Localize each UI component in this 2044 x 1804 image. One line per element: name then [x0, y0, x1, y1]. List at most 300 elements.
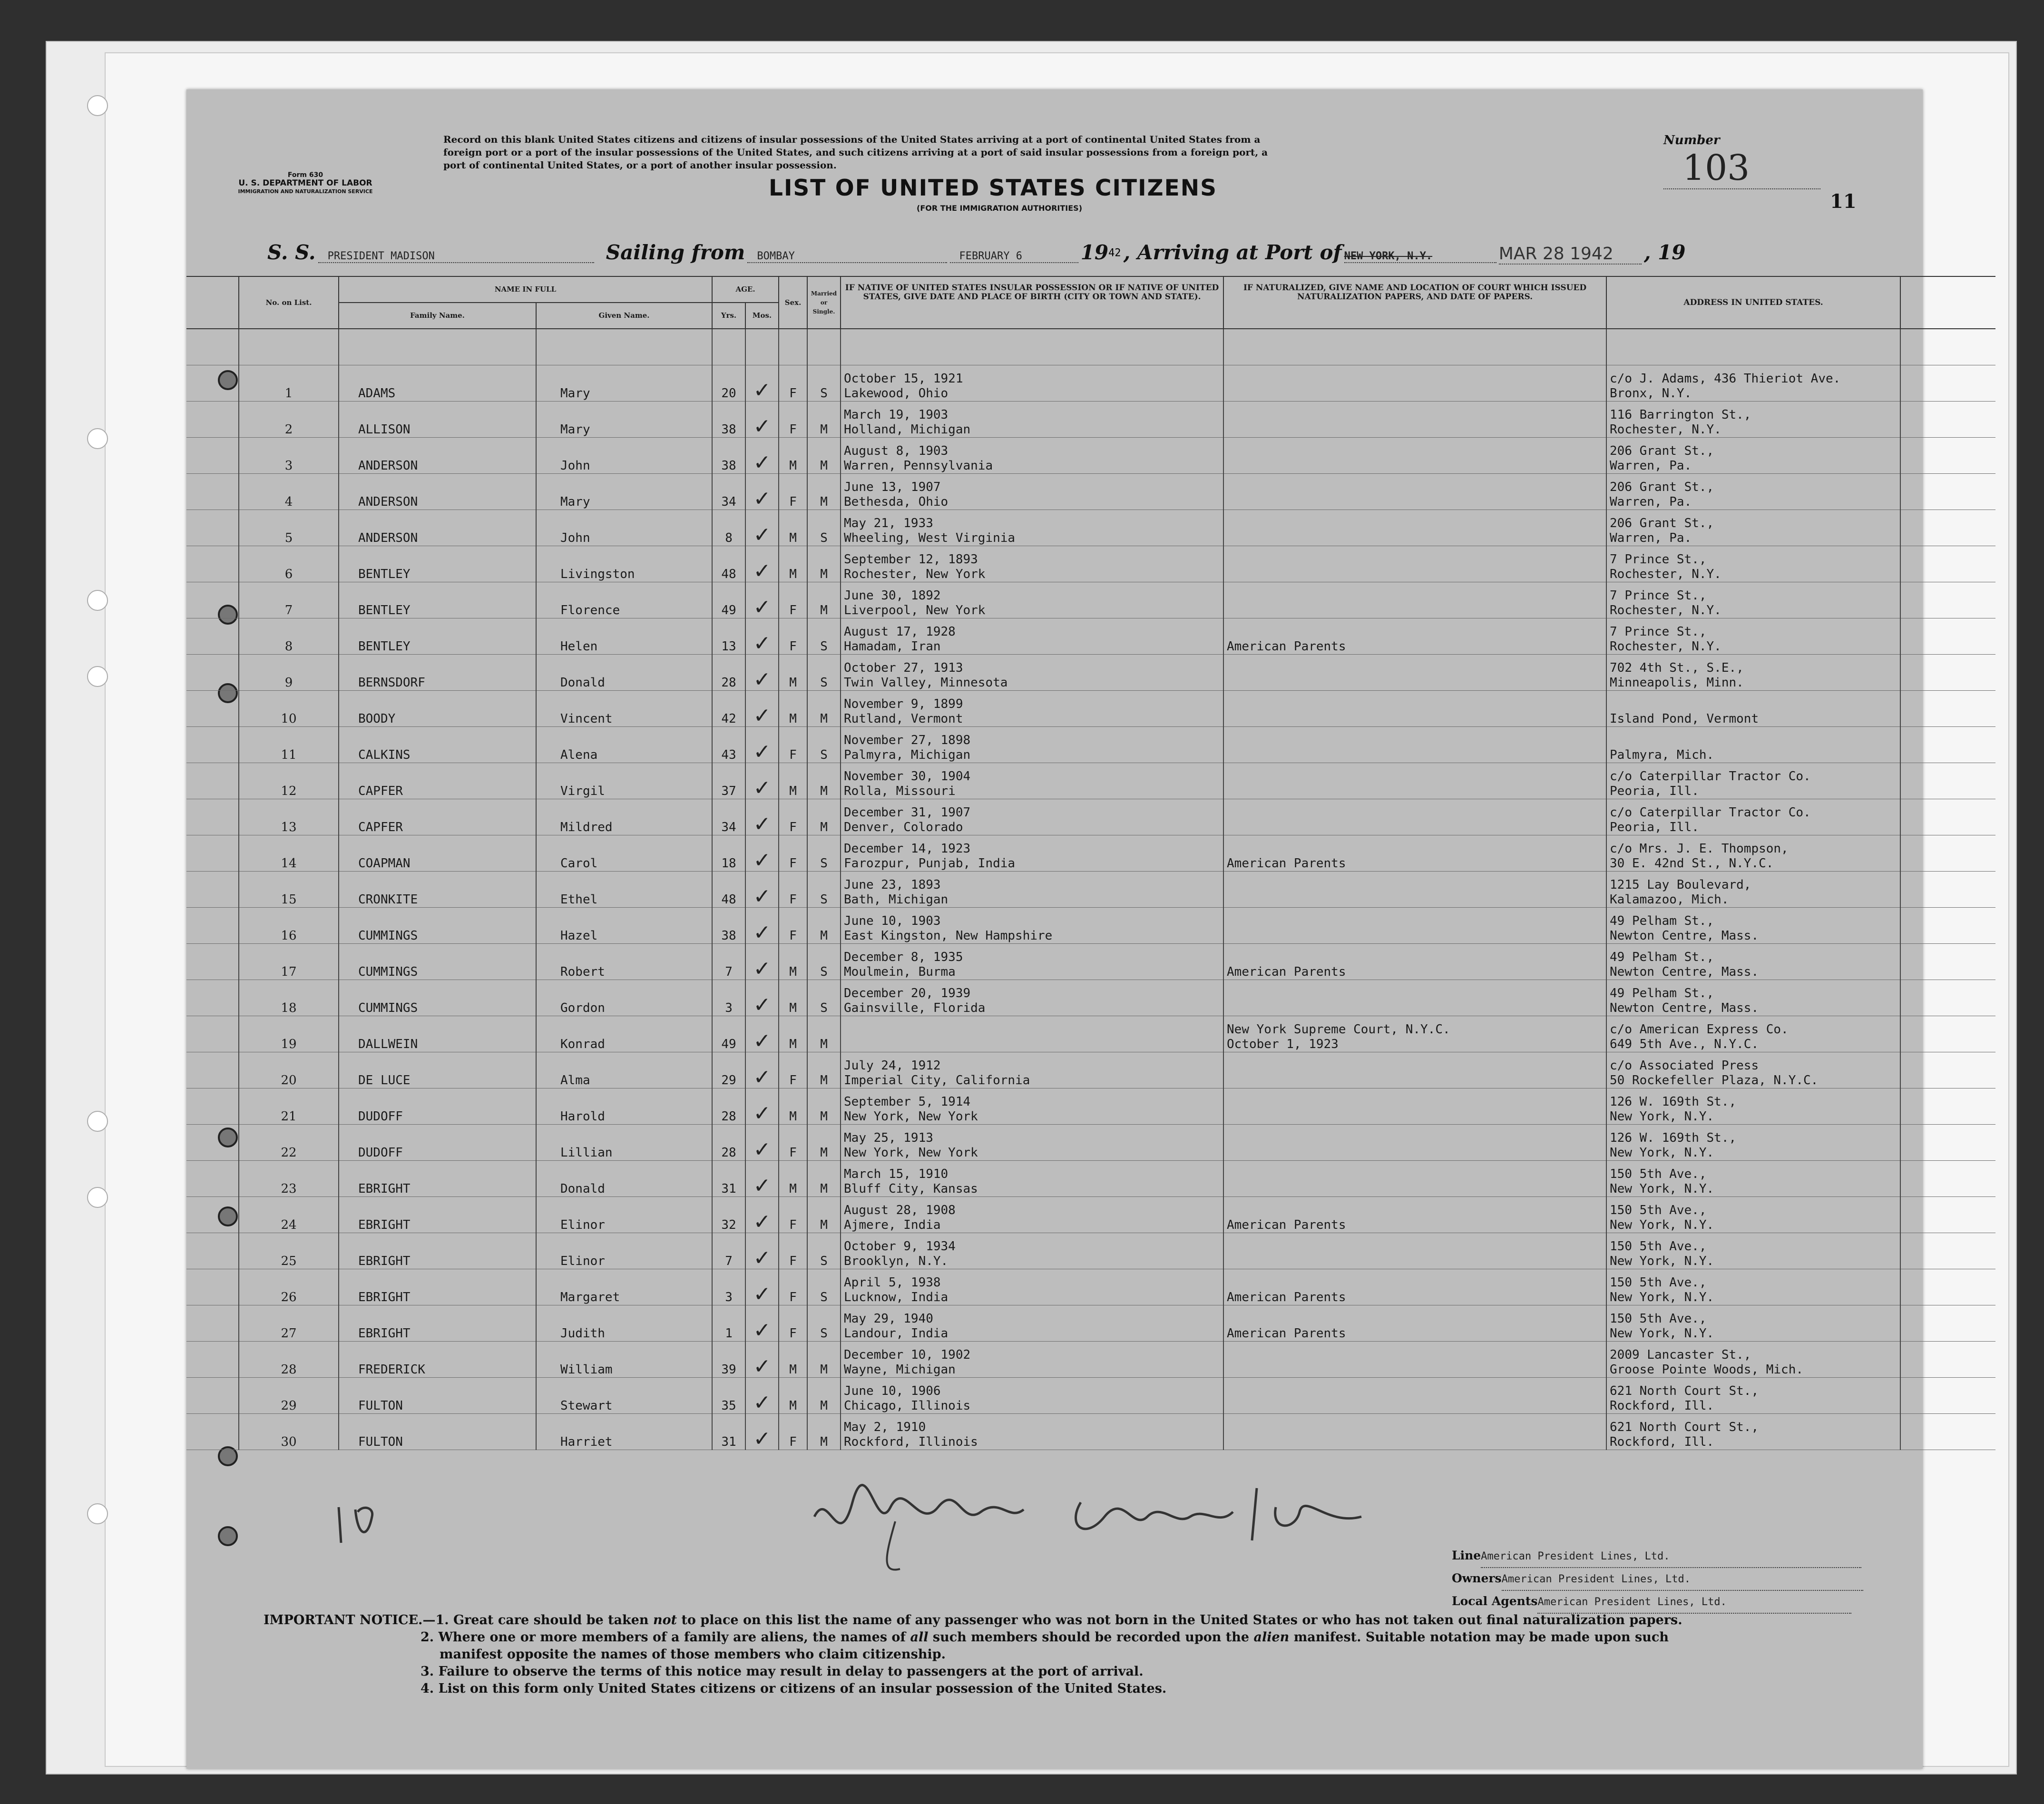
header-age: AGE.: [712, 276, 779, 303]
age-years: 32: [712, 1197, 745, 1233]
naturalization-info: [1223, 510, 1606, 546]
sex: M: [779, 438, 807, 474]
row-number: 11: [239, 727, 339, 763]
age-years: 49: [712, 582, 745, 618]
address-info-line: 702 4th St., S.E.,: [1610, 661, 1744, 675]
number-label: Number: [1663, 133, 1720, 147]
naturalization-info: [1223, 438, 1606, 474]
age-years: 43: [712, 727, 745, 763]
notice-item-2-post: manifest. Suitable notation may be made upon such: [1289, 1630, 1669, 1645]
given-name: Elinor: [536, 1197, 712, 1233]
address-info-line: 50 Rockefeller Plaza, N.Y.C.: [1610, 1073, 1819, 1088]
birth-info-line: Wheeling, West Virginia: [844, 531, 1016, 545]
sex: M: [779, 1088, 807, 1125]
birth-info-line: November 30, 1904: [844, 769, 971, 784]
blank-cell: [1900, 872, 1995, 908]
address-info-line: Island Pond, Vermont: [1610, 712, 1759, 726]
naturalization-info-line: American Parents: [1227, 965, 1346, 979]
voyage-line: [267, 241, 1866, 265]
marital-status: M: [807, 1414, 841, 1450]
margin-cell: [186, 980, 239, 1016]
naturalization-info-line: American Parents: [1227, 1290, 1346, 1304]
marital-status: S: [807, 872, 841, 908]
marital-status: S: [807, 944, 841, 980]
check-mark-icon: ✓: [753, 704, 771, 727]
address-info: [1606, 1016, 1900, 1052]
row-number: 15: [239, 872, 339, 908]
owners-label: Owners: [1452, 1571, 1502, 1585]
address-info-line: Peoria, Ill.: [1610, 820, 1699, 834]
row-number: 27: [239, 1305, 339, 1342]
age-years: 34: [712, 799, 745, 835]
given-name: Konrad: [536, 1016, 712, 1052]
table-row: [186, 474, 1995, 510]
header-margin: [186, 276, 239, 329]
birth-info: [841, 1269, 1223, 1305]
check-mark-icon: ✓: [753, 631, 771, 655]
birth-info-line: Palmyra, Michigan: [844, 748, 971, 762]
line-value: American President Lines, Ltd.: [1481, 1546, 1861, 1568]
blank-cell: [1900, 727, 1995, 763]
birth-info-line: June 13, 1907: [844, 480, 941, 494]
margin-cell: [186, 944, 239, 980]
family-name: EBRIGHT: [339, 1305, 536, 1342]
address-info: [1606, 980, 1900, 1016]
check-mark-icon: ✓: [753, 1174, 771, 1197]
list-number: [1663, 133, 1873, 189]
family-name: CAPFER: [339, 799, 536, 835]
blank-cell: [1900, 1342, 1995, 1378]
naturalization-info: [1223, 727, 1606, 763]
birth-info: [841, 655, 1223, 691]
table-row: [186, 1269, 1995, 1305]
address-info-line: 150 5th Ave.,: [1610, 1312, 1707, 1326]
agents-value: American President Lines, Ltd.: [1537, 1592, 1851, 1614]
notice-item-2-mid: such members should be recorded upon the: [928, 1630, 1254, 1645]
marital-status: M: [807, 546, 841, 582]
important-notice: [264, 1612, 1909, 1697]
form-id-block: [234, 171, 377, 196]
row-number: 13: [239, 799, 339, 835]
notice-item-2-all: all: [910, 1630, 929, 1645]
arrival-date-stamp: MAR 28 1942: [1499, 244, 1642, 265]
departure-date: FEBRUARY 6: [950, 250, 1078, 263]
marital-status: M: [807, 402, 841, 438]
marital-status: S: [807, 835, 841, 872]
table-row: [186, 872, 1995, 908]
address-info-line: 150 5th Ave.,: [1610, 1275, 1707, 1290]
address-info: [1606, 1233, 1900, 1269]
birth-info-line: May 2, 1910: [844, 1420, 926, 1434]
address-info-line: c/o Mrs. J. E. Thompson,: [1610, 842, 1789, 856]
age-years: 3: [712, 1269, 745, 1305]
owners-row: [1452, 1568, 1880, 1591]
table-row: [186, 1305, 1995, 1342]
birth-info-line: Rutland, Vermont: [844, 712, 963, 726]
binder-hole: [87, 590, 108, 611]
address-info: [1606, 1197, 1900, 1233]
notice-item-2: [264, 1629, 1909, 1646]
birth-info-line: Bath, Michigan: [844, 892, 949, 907]
sex: M: [779, 944, 807, 980]
age-years: 31: [712, 1161, 745, 1197]
family-name: BOODY: [339, 691, 536, 727]
birth-info: [841, 835, 1223, 872]
table-row: [186, 944, 1995, 980]
naturalization-info-line: American Parents: [1227, 1326, 1346, 1341]
check-mark-icon: ✓: [753, 1065, 771, 1088]
notice-item-4: 4. List on this form only United States citizens or citizens of an insular possession of the United States.: [421, 1681, 1167, 1696]
address-info-line: 49 Pelham St.,: [1610, 950, 1714, 964]
address-info-line: New York, N.Y.: [1610, 1290, 1714, 1304]
address-info: [1606, 763, 1900, 799]
margin-cell: [186, 1233, 239, 1269]
birth-info-line: May 21, 1933: [844, 516, 933, 530]
address-info-line: New York, N.Y.: [1610, 1109, 1714, 1124]
age-months: [745, 835, 779, 872]
sex: M: [779, 510, 807, 546]
departure-port: BOMBAY: [747, 250, 947, 263]
row-number: 25: [239, 1233, 339, 1269]
address-info: [1606, 1088, 1900, 1125]
notice-item-3: 3. Failure to observe the terms of this notice may result in delay to passengers at the port of arrival.: [421, 1664, 1144, 1679]
punch-hole: [218, 1526, 238, 1546]
birth-info-line: October 15, 1921: [844, 372, 963, 386]
header-sex: Sex.: [779, 276, 807, 329]
family-name: CUMMINGS: [339, 944, 536, 980]
marital-status: S: [807, 980, 841, 1016]
row-number: 2: [239, 402, 339, 438]
sex: F: [779, 835, 807, 872]
age-years: 37: [712, 763, 745, 799]
check-mark-icon: ✓: [753, 957, 771, 980]
address-info-line: 116 Barrington St.,: [1610, 408, 1751, 422]
line-info: [1452, 1545, 1880, 1614]
header-family: Family Name.: [339, 303, 536, 329]
naturalization-info: [1223, 980, 1606, 1016]
spacer-cell: [779, 329, 807, 365]
birth-info-line: Rockford, Illinois: [844, 1435, 978, 1449]
birth-info-line: June 10, 1903: [844, 914, 941, 928]
address-info: [1606, 582, 1900, 618]
notice-item-2-cont: manifest opposite the names of those members who claim citizenship.: [440, 1647, 946, 1662]
notice-item-2-pre: 2. Where one or more members of a family are aliens, the names of: [421, 1630, 910, 1645]
birth-info-line: December 31, 1907: [844, 805, 971, 820]
given-name: Harriet: [536, 1414, 712, 1450]
family-name: CRONKITE: [339, 872, 536, 908]
spacer-cell: [745, 329, 779, 365]
blank-cell: [1900, 1305, 1995, 1342]
marital-status: S: [807, 727, 841, 763]
table-row: [186, 799, 1995, 835]
birth-info: [841, 365, 1223, 402]
birth-info-line: August 28, 1908: [844, 1203, 956, 1217]
header-mos: Mos.: [745, 303, 779, 329]
blank-cell: [1900, 438, 1995, 474]
check-mark-icon: ✓: [753, 848, 771, 872]
family-name: DALLWEIN: [339, 1016, 536, 1052]
agents-row: [1452, 1591, 1880, 1614]
naturalization-info: [1223, 582, 1606, 618]
age-months: [745, 908, 779, 944]
margin-cell: [186, 1125, 239, 1161]
header-given: Given Name.: [536, 303, 712, 329]
birth-info-line: Rochester, New York: [844, 567, 986, 581]
address-info: [1606, 1052, 1900, 1088]
birth-info-line: Chicago, Illinois: [844, 1399, 971, 1413]
naturalization-info: [1223, 618, 1606, 655]
header-married: Married or Single.: [807, 276, 841, 329]
marital-status: S: [807, 655, 841, 691]
row-number: 17: [239, 944, 339, 980]
handwritten-signature: [800, 1460, 1514, 1583]
given-name: Donald: [536, 1161, 712, 1197]
margin-cell: [186, 402, 239, 438]
address-info: [1606, 1161, 1900, 1197]
family-name: BERNSDORF: [339, 655, 536, 691]
age-years: 49: [712, 1016, 745, 1052]
sex: M: [779, 691, 807, 727]
sex: M: [779, 546, 807, 582]
number-value: 103: [1663, 147, 1820, 189]
birth-info: [841, 1378, 1223, 1414]
naturalization-info: [1223, 1161, 1606, 1197]
row-number: 20: [239, 1052, 339, 1088]
given-name: Donald: [536, 655, 712, 691]
margin-cell: [186, 1161, 239, 1197]
spacer-cell: [186, 329, 239, 365]
address-info-line: 126 W. 169th St.,: [1610, 1095, 1737, 1109]
birth-info-line: October 27, 1913: [844, 661, 963, 675]
spacer-cell: [1223, 329, 1606, 365]
birth-info: [841, 474, 1223, 510]
notice-item-1-pre: —1. Great care should be taken: [422, 1613, 653, 1628]
address-info-line: Rochester, N.Y.: [1610, 603, 1721, 618]
row-number: 24: [239, 1197, 339, 1233]
address-info-line: Rochester, N.Y.: [1610, 422, 1721, 437]
sex: F: [779, 402, 807, 438]
family-name: EBRIGHT: [339, 1197, 536, 1233]
margin-cell: [186, 835, 239, 872]
birth-info-line: East Kingston, New Hampshire: [844, 929, 1053, 943]
birth-info-line: Bethesda, Ohio: [844, 495, 949, 509]
table-row: [186, 1161, 1995, 1197]
birth-info-line: March 19, 1903: [844, 408, 949, 422]
margin-cell: [186, 510, 239, 546]
birth-info-line: Wayne, Michigan: [844, 1363, 956, 1377]
check-mark-icon: ✓: [753, 812, 771, 835]
naturalization-info: [1223, 872, 1606, 908]
row-number: 5: [239, 510, 339, 546]
blank-cell: [1900, 546, 1995, 582]
record-line-3: port of continental United States, or a port of another insular possession.: [443, 159, 837, 171]
margin-cell: [186, 799, 239, 835]
sex: F: [779, 908, 807, 944]
naturalization-info-line: American Parents: [1227, 856, 1346, 871]
age-months: [745, 980, 779, 1016]
spacer-cell: [239, 329, 339, 365]
address-info: [1606, 655, 1900, 691]
marital-status: M: [807, 1125, 841, 1161]
sex: F: [779, 582, 807, 618]
age-years: 48: [712, 872, 745, 908]
birth-info-line: Rolla, Missouri: [844, 784, 956, 798]
marital-status: M: [807, 691, 841, 727]
margin-cell: [186, 365, 239, 402]
row-number: 21: [239, 1088, 339, 1125]
birth-info-line: Moulmein, Burma: [844, 965, 956, 979]
blank-cell: [1900, 944, 1995, 980]
birth-info: [841, 582, 1223, 618]
naturalization-info: [1223, 1125, 1606, 1161]
birth-info-line: June 10, 1906: [844, 1384, 941, 1398]
age-months: [745, 1305, 779, 1342]
address-info: [1606, 474, 1900, 510]
naturalization-info: [1223, 1342, 1606, 1378]
naturalization-info-line: October 1, 1923: [1227, 1037, 1339, 1051]
age-months: [745, 474, 779, 510]
address-info-line: New York, N.Y.: [1610, 1254, 1714, 1268]
address-info: [1606, 402, 1900, 438]
birth-info: [841, 618, 1223, 655]
row-number: 30: [239, 1414, 339, 1450]
naturalization-info-line: New York Supreme Court, N.Y.C.: [1227, 1022, 1450, 1037]
given-name: Margaret: [536, 1269, 712, 1305]
birth-info-line: November 9, 1899: [844, 697, 963, 711]
address-info-line: New York, N.Y.: [1610, 1326, 1714, 1341]
blank-cell: [1900, 835, 1995, 872]
table-row: [186, 655, 1995, 691]
sex: M: [779, 763, 807, 799]
margin-cell: [186, 655, 239, 691]
naturalization-info: [1223, 474, 1606, 510]
marital-status: M: [807, 1378, 841, 1414]
check-mark-icon: ✓: [753, 921, 771, 944]
given-name: Mary: [536, 402, 712, 438]
sex: F: [779, 799, 807, 835]
naturalization-info: [1223, 546, 1606, 582]
family-name: ADAMS: [339, 365, 536, 402]
row-number: 28: [239, 1342, 339, 1378]
address-info: [1606, 1414, 1900, 1450]
sex: M: [779, 980, 807, 1016]
birth-info: [841, 510, 1223, 546]
birth-info-line: May 29, 1940: [844, 1312, 933, 1326]
arrival-port: NEW YORK, N.Y.: [1344, 250, 1496, 263]
age-months: [745, 1269, 779, 1305]
birth-info: [841, 1305, 1223, 1342]
given-name: Lillian: [536, 1125, 712, 1161]
sex: F: [779, 618, 807, 655]
birth-info-line: June 23, 1893: [844, 878, 941, 892]
table-row: [186, 402, 1995, 438]
check-mark-icon: ✓: [753, 1391, 771, 1414]
age-years: 28: [712, 1125, 745, 1161]
birth-info-line: Warren, Pennsylvania: [844, 459, 993, 473]
check-mark-icon: ✓: [753, 378, 771, 402]
birth-info-line: Hamadam, Iran: [844, 639, 941, 654]
marital-status: M: [807, 1052, 841, 1088]
handwritten-initials: [329, 1498, 386, 1550]
spacer-cell: [1606, 329, 1900, 365]
margin-cell: [186, 1378, 239, 1414]
margin-cell: [186, 1414, 239, 1450]
birth-info-line: Holland, Michigan: [844, 422, 971, 437]
table-row: [186, 980, 1995, 1016]
address-info-line: 150 5th Ave.,: [1610, 1239, 1707, 1254]
birth-info-line: Lakewood, Ohio: [844, 386, 949, 401]
blank-cell: [1900, 365, 1995, 402]
check-mark-icon: ✓: [753, 1354, 771, 1378]
margin-cell: [186, 546, 239, 582]
marital-status: S: [807, 1305, 841, 1342]
birth-info: [841, 1052, 1223, 1088]
address-info: [1606, 872, 1900, 908]
service-name: IMMIGRATION AND NATURALIZATION SERVICE: [238, 188, 373, 195]
margin-cell: [186, 727, 239, 763]
check-mark-icon: ✓: [753, 523, 771, 546]
birth-info-line: Gainsville, Florida: [844, 1001, 986, 1015]
table-row: [186, 618, 1995, 655]
age-months: [745, 1016, 779, 1052]
birth-info-line: New York, New York: [844, 1146, 978, 1160]
given-name: Mildred: [536, 799, 712, 835]
check-mark-icon: ✓: [753, 595, 771, 618]
family-name: ANDERSON: [339, 510, 536, 546]
blank-cell: [1900, 1414, 1995, 1450]
address-info-line: 150 5th Ave.,: [1610, 1203, 1707, 1217]
age-months: [745, 1414, 779, 1450]
naturalization-info: [1223, 1197, 1606, 1233]
margin-cell: [186, 763, 239, 799]
address-info-line: Newton Centre, Mass.: [1610, 965, 1759, 979]
row-number: 29: [239, 1378, 339, 1414]
sex: F: [779, 1125, 807, 1161]
marital-status: S: [807, 510, 841, 546]
check-mark-icon: ✓: [753, 1029, 771, 1052]
margin-cell: [186, 474, 239, 510]
address-info-line: 30 E. 42nd St., N.Y.C.: [1610, 856, 1774, 871]
age-months: [745, 438, 779, 474]
table-row: [186, 438, 1995, 474]
birth-info-line: June 30, 1892: [844, 588, 941, 603]
naturalization-info: [1223, 1016, 1606, 1052]
notice-item-1-post: to place on this list the name of any passenger who was not born in the United States or who has not taken out final naturalization papers.: [677, 1613, 1682, 1628]
blank-cell: [1900, 402, 1995, 438]
birth-info: [841, 763, 1223, 799]
given-name: Florence: [536, 582, 712, 618]
age-years: 18: [712, 835, 745, 872]
table-row: [186, 908, 1995, 944]
birth-info-line: August 17, 1928: [844, 625, 956, 639]
naturalization-info: [1223, 1378, 1606, 1414]
header-yrs: Yrs.: [712, 303, 745, 329]
birth-info: [841, 1233, 1223, 1269]
address-info: [1606, 1305, 1900, 1342]
notice-item-2-alien: alien: [1253, 1630, 1290, 1645]
naturalization-info: [1223, 908, 1606, 944]
birth-info-line: New York, New York: [844, 1109, 978, 1124]
age-months: [745, 691, 779, 727]
address-info-line: Rockford, Ill.: [1610, 1399, 1714, 1413]
naturalization-info: [1223, 1088, 1606, 1125]
address-info: [1606, 546, 1900, 582]
check-mark-icon: ✓: [753, 1282, 771, 1305]
family-name: ANDERSON: [339, 474, 536, 510]
page-title: LIST OF UNITED STATES CITIZENS: [769, 175, 1217, 201]
age-years: 3: [712, 980, 745, 1016]
age-years: 38: [712, 908, 745, 944]
